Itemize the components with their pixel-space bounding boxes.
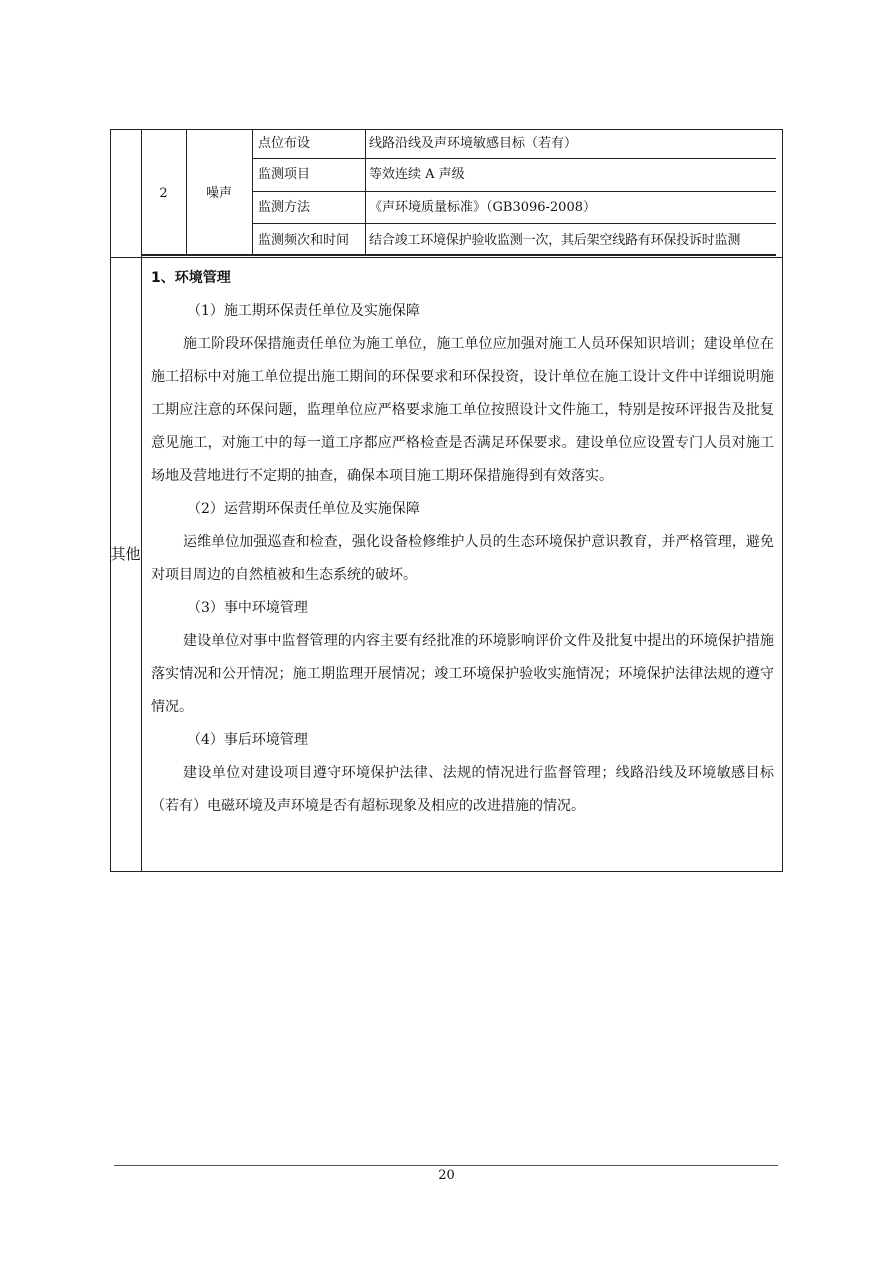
row-divider [252, 223, 776, 224]
column-divider [252, 129, 253, 255]
paragraph: 施工阶段环保措施责任单位为施工单位，施工单位应加强对施工人员环保知识培训；建设单位在施工招标中对施工单位提出施工期间的环保要求和环保投资，设计单位在施工设计文件中详细说明施工期应注意的环保问题，监理单位应严格要求施工单位按照设计文件施工，特别是按环评报告及批复意见施工，对施工中的每一道工序都应严格检查是否满足环保要求。建设单位应设置专门人员对施工场地及营地进行不定期的抽查，确保本项目施工期环保措施得到有效落实。 [151, 336, 774, 484]
row-divider [141, 254, 776, 256]
environment-management-section [151, 262, 774, 823]
row-value: 线路沿线及声环境敏感目标（若有） [369, 136, 578, 151]
page-number: 20 [438, 1168, 455, 1183]
subheading: （2）运营期环保责任单位及实施保障 [187, 501, 420, 517]
other-section-label: 其他 [110, 545, 141, 563]
column-divider [141, 129, 142, 872]
subheading: （3）事中环境管理 [187, 600, 308, 616]
footer-rule [114, 1165, 778, 1166]
subheading: （1）施工期环保责任单位及实施保障 [187, 303, 420, 319]
row-value: 结合竣工环境保护验收监测一次，其后架空线路有环保投诉时监测 [369, 233, 741, 248]
row-index: 2 [159, 186, 168, 201]
row-value: 等效连续 A 声级 [369, 167, 465, 182]
row-divider [252, 158, 776, 159]
section-heading: 1、环境管理 [151, 270, 231, 286]
row-label: 监测频次和时间 [258, 233, 350, 248]
monitor-item: 噪声 [205, 186, 232, 201]
paragraph: 建设单位对事中监督管理的内容主要有经批准的环境影响评价文件及批复中提出的环境保护措施落实情况和公开情况；施工期监理开展情况；竣工环境保护验收实施情况；环境保护法律法规的遵守情况。 [151, 633, 774, 715]
row-value: 《声环境质量标准》（GB3096-2008） [369, 200, 596, 215]
section-divider [110, 257, 783, 258]
row-divider [252, 191, 776, 192]
column-divider [365, 129, 366, 255]
row-label: 监测方法 [258, 200, 311, 215]
row-label: 点位布设 [258, 136, 311, 151]
paragraph: 建设单位对建设项目遵守环境保护法律、法规的情况进行监督管理；线路沿线及环境敏感目标（若有）电磁环境及声环境是否有超标现象及相应的改进措施的情况。 [151, 765, 774, 814]
row-label: 监测项目 [258, 167, 311, 182]
paragraph: 运维单位加强巡查和检查，强化设备检修维护人员的生态环境保护意识教育，并严格管理，避免对项目周边的自然植被和生态系统的破坏。 [151, 534, 774, 583]
subheading: （4）事后环境管理 [187, 732, 308, 748]
